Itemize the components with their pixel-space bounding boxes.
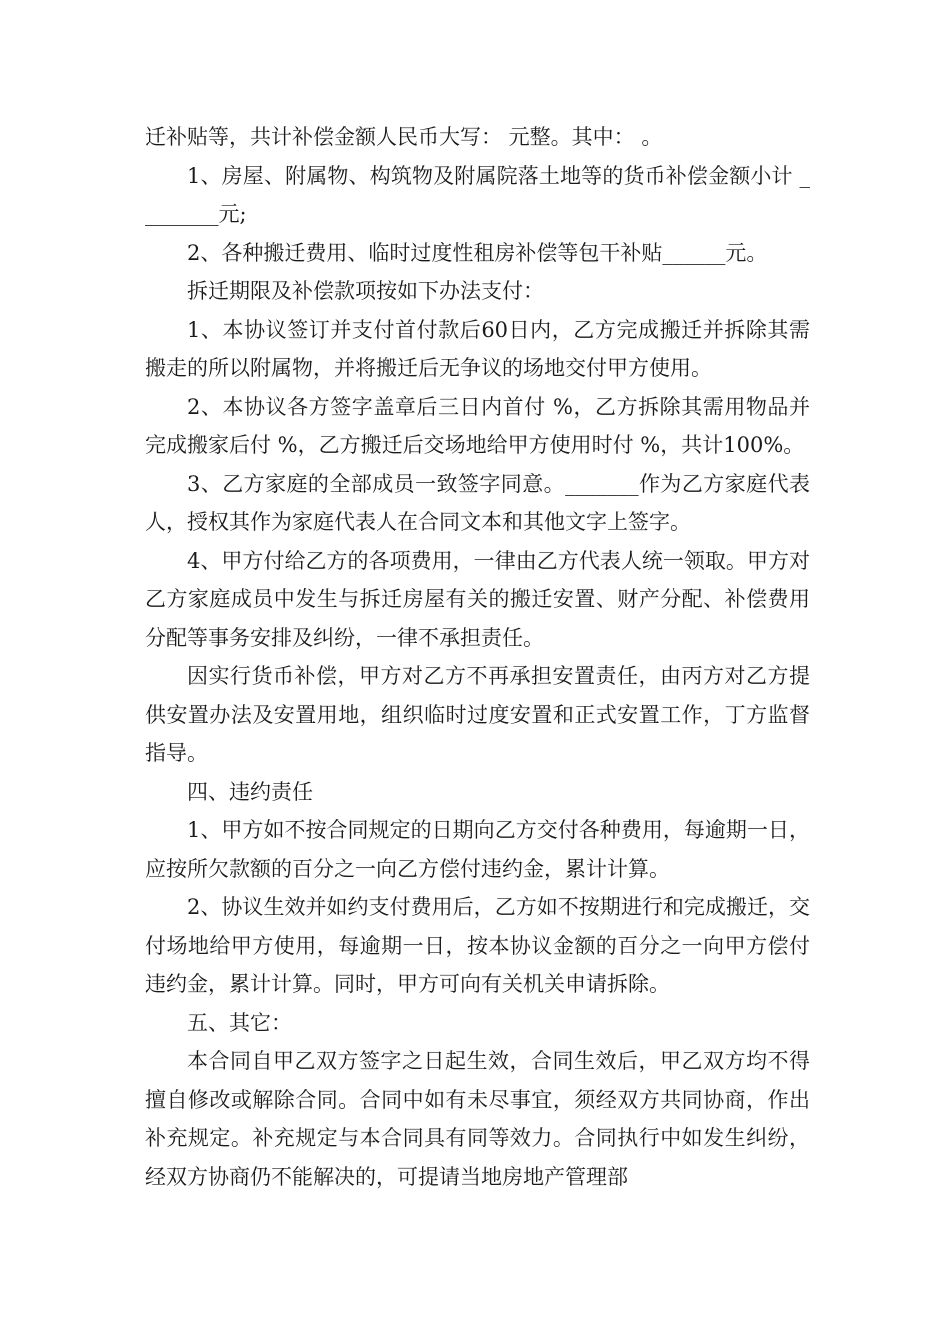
section-heading-liability: 四、违约责任 [187,779,313,804]
paragraph-payment-item-4: 4、甲方付给乙方的各项费用，一律由乙方代表人统一领取。甲方对乙方家庭成员中发生与拆迁房屋有关的搬迁安置、财产分配、补偿费用分配等事务安排及纠纷，一律不承担责任。 [145,548,810,650]
paragraph-payment-item-2: 2、本协议各方签字盖章后三日内首付 %，乙方拆除其需用物品并完成搬家后付 %，乙方搬迁后交场地给甲方使用时付 %，共计100%。 [145,394,810,457]
paragraph-payment-heading: 拆迁期限及补偿款项按如下办法支付： [187,279,544,303]
paragraph-item-2-moving-subsidy: 2、各种搬迁费用、临时过度性租房补偿等包干补贴______元。 [187,240,768,265]
paragraph-other-terms: 本合同自甲乙双方签字之日起生效，合同生效后，甲乙双方均不得擅自修改或解除合同。合同中如有未尽事宜，须经双方共同协商，作出补充规定。补充规定与本合同具有同等效力。合同执行中如发生纠纷，经双方协商仍不能解决的，可提请当地房地产管理部 [145,1049,810,1189]
paragraph-liability-item-2: 2、协议生效并如约支付费用后，乙方如不按期进行和完成搬迁，交付场地给甲方使用，每逾期一日，按本协议金额的百分之一向甲方偿付违约金，累计计算。同时，甲方可向有关机关申请拆除。 [145,895,810,996]
paragraph-item-1-house-compensation: 1、房屋、附属物、构筑物及附属院落土地等的货币补偿金额小计 ________元; [145,163,810,226]
section-heading-other: 五、其它： [187,1010,292,1035]
paragraph-continuation: 迁补贴等，共计补偿金额人民币大写： 元整。其中： 。 [145,125,663,149]
paragraph-resettlement: 因实行货币补偿，甲方对乙方不再承担安置责任，由丙方对乙方提供安置办法及安置用地，组织临时过度安置和正式安置工作，丁方监督指导。 [145,664,810,765]
paragraph-payment-item-3: 3、乙方家庭的全部成员一致签字同意。_______作为乙方家庭代表人，授权其作为家庭代表人在合同文本和其他文字上签字。 [145,471,810,534]
document-body [145,118,810,1196]
paragraph-payment-item-1: 1、本协议签订并支付首付款后60日内，乙方完成搬迁并拆除其需搬走的所以附属物，并将搬迁后无争议的场地交付甲方使用。 [145,317,810,380]
paragraph-liability-item-1: 1、甲方如不按合同规定的日期向乙方交付各种费用，每逾期一日，应按所欠款额的百分之一向乙方偿付违约金，累计计算。 [145,818,810,881]
